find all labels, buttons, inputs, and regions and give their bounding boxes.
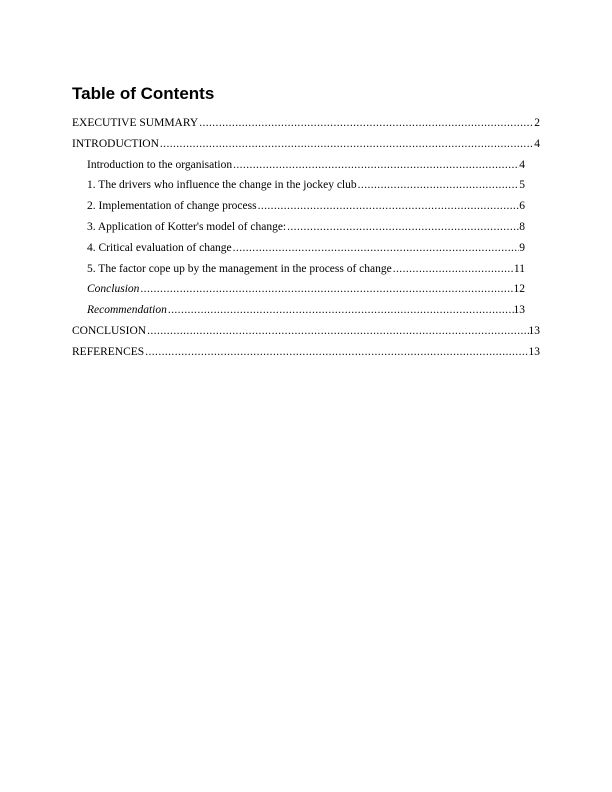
- toc-entry-page: 9: [519, 241, 525, 254]
- toc-entry[interactable]: [72, 241, 525, 262]
- toc-entry-label: EXECUTIVE SUMMARY: [72, 117, 199, 129]
- toc-entry-label: 2. Implementation of change process: [87, 200, 257, 213]
- toc-entry[interactable]: [72, 262, 525, 283]
- toc-leader-dots: [168, 303, 514, 317]
- toc-leader-dots: [358, 178, 520, 192]
- toc-entry-page: 4: [519, 158, 525, 171]
- toc-entry-page: 4: [534, 137, 540, 150]
- toc-title: Table of Contents: [72, 84, 215, 103]
- toc-entry-page: 8: [519, 220, 525, 233]
- toc-entry-label: Conclusion: [87, 283, 140, 296]
- toc-entry-label: 3. Application of Kotter's model of change:: [87, 220, 287, 233]
- toc-leader-dots: [145, 345, 528, 359]
- toc-entry[interactable]: [72, 158, 525, 179]
- toc-entry-page: 5: [519, 179, 525, 192]
- toc-entry[interactable]: [72, 137, 540, 158]
- toc-entry-label: REFERENCES: [72, 345, 145, 358]
- toc-leader-dots: [258, 199, 520, 213]
- toc-leader-dots: [233, 241, 520, 255]
- toc-entry-label: Recommendation: [87, 304, 167, 317]
- toc-entry-label: 5. The factor cope up by the management in the process of change: [87, 262, 392, 275]
- toc-leader-dots: [160, 137, 534, 151]
- toc-leader-dots: [287, 220, 519, 234]
- toc-leader-dots: [140, 282, 513, 296]
- toc-entry-label: Introduction to the organisation: [87, 158, 233, 171]
- toc-entry-page: 13: [513, 304, 525, 317]
- toc-entry-label: 4. Critical evaluation of change: [87, 241, 232, 254]
- toc-entry[interactable]: [72, 282, 525, 303]
- toc-entry-label: INTRODUCTION: [72, 137, 159, 150]
- toc-entry-page: 13: [528, 345, 540, 358]
- toc-entry-page: 11: [513, 262, 525, 275]
- toc-entry-label: CONCLUSION: [72, 324, 147, 337]
- toc-leader-dots: [233, 158, 519, 172]
- toc-leader-dots: [393, 262, 514, 276]
- toc-leader-dots: [147, 324, 528, 338]
- toc-entry[interactable]: [72, 303, 525, 324]
- toc-entry-page: 13: [528, 324, 540, 337]
- toc-entry[interactable]: [72, 345, 540, 366]
- toc-entry[interactable]: [72, 178, 525, 199]
- toc-entry-page: 2: [534, 117, 540, 129]
- toc-entry[interactable]: [72, 324, 540, 345]
- toc-entry[interactable]: [72, 116, 540, 137]
- toc-entry-page: 12: [513, 283, 525, 296]
- toc-leader-dots: [199, 116, 534, 130]
- toc-entry[interactable]: [72, 199, 525, 220]
- toc-entry-page: 6: [519, 200, 525, 213]
- toc-list: [72, 116, 552, 366]
- toc-entry[interactable]: [72, 220, 525, 241]
- toc-entry-label: 1. The drivers who influence the change in the jockey club: [87, 179, 357, 192]
